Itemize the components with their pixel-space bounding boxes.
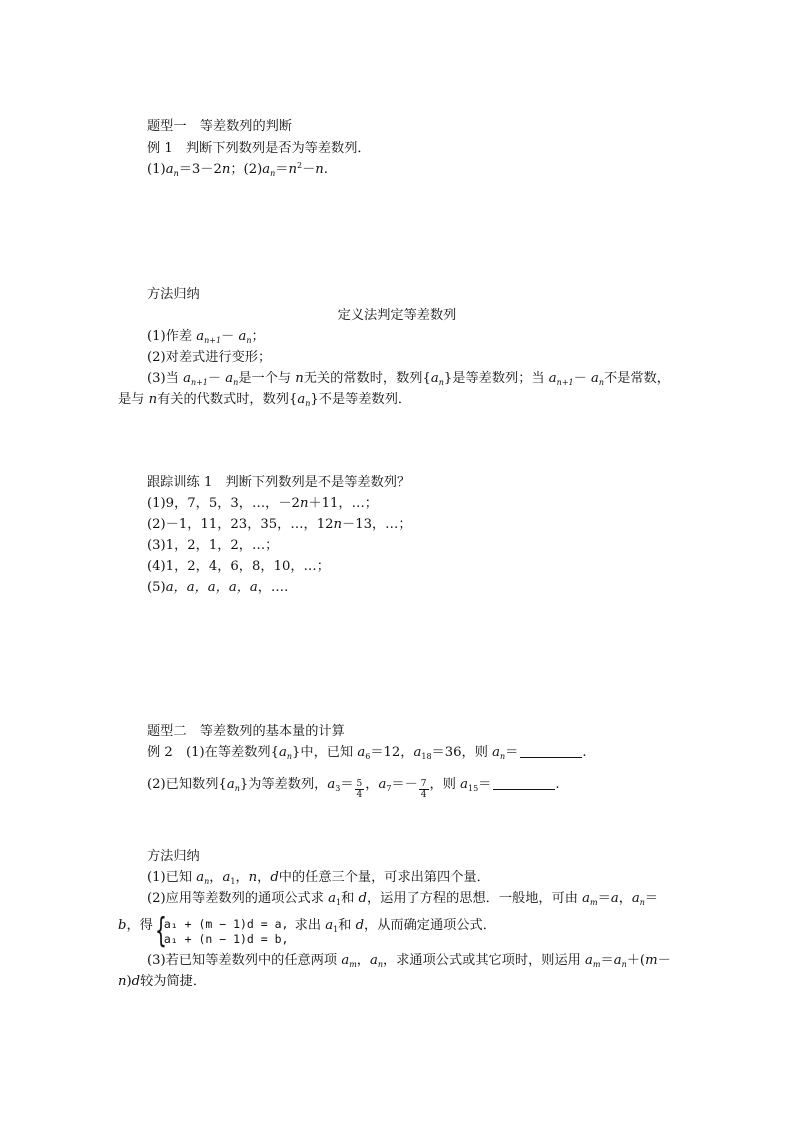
- section1-title: 题型一 等差数列的判断: [147, 119, 293, 134]
- fraction-5-4: $\frac{5}{4}$: [356, 779, 363, 800]
- practice1-item1: (1)9，7，5，3，…，－2n＋11，…；: [147, 496, 378, 511]
- method1-step2: (2)对差式进行变形；: [147, 350, 272, 365]
- example1-prompt: 例 1 判断下列数列是否为等差数列．: [147, 141, 371, 156]
- example2-part1: 例 2 (1)在等差数列$\{a_n\}$中，已知 $a_6=12$，$a_{18}=36$，则 $a_n=$ .: [147, 745, 587, 761]
- fraction-7-4: $\frac{7}{4}$: [420, 779, 427, 800]
- method1-subheading: 定义法判定等差数列: [337, 308, 457, 323]
- answer-blank-2[interactable]: [493, 777, 555, 790]
- method2-heading: 方法归纳: [147, 849, 200, 864]
- practice1-item3: (3)1，2，1，2，…；: [147, 538, 279, 553]
- practice1-item2: (2)－1，11，23，35，…，12n－13，…；: [147, 517, 412, 532]
- method1-heading: 方法归纳: [147, 287, 200, 302]
- method2-step3-line2: n)d较为简捷．: [118, 974, 207, 989]
- example2-part2: (2)已知数列$\{a_n\}$为等差数列，$a_3=$ $\frac{5}{4}$ ，$a_7=-$ $\frac{7}{4}$ ，则 $a_{15}=$ .: [147, 777, 560, 800]
- practice1-item4: (4)1，2，4，6，8，10，…；: [147, 559, 330, 574]
- method1-step3-line2: 是与 n有关的代数式时，数列$\{a_n\}$不是等差数列．: [118, 392, 412, 408]
- method2-step1: (1)已知 $a_n$，$a_1$，n，d中的任意三个量，可求出第四个量．: [147, 870, 490, 886]
- example1-parts: $(1)a_n=3-2n$；$(2)a_n=n^2-n$.: [147, 161, 328, 178]
- section2-title: 题型二 等差数列的基本量的计算: [147, 724, 345, 739]
- practice1-item5: (5)a，a，a，a，a，….: [147, 580, 289, 595]
- answer-blank-1[interactable]: [520, 745, 582, 758]
- practice1-title: 跟踪训练 1 判断下列数列是不是等差数列？: [147, 475, 411, 490]
- method2-step2: (2)应用等差数列的通项公式求 $a_1$和 d，运用了方程的思想．一般地，可由 $a_m=a$，$a_n=$: [147, 891, 659, 907]
- method2-step2-system: b，得 { a₁ + (m − 1)d = a, a₁ + (n − 1)d = b, 求出 $a_1$和 d，从而确定通项公式．: [118, 911, 496, 951]
- left-brace-icon: {: [154, 911, 167, 951]
- method1-step1: (1)作差 $a_{n+1}- a_n$；: [147, 329, 265, 345]
- method1-step3-line1: (3)当 $a_{n+1}- a_n$是一个与 n无关的常数时，数列$\{a_n\}$是等差数列；当 $a_{n+1}- a_n$不是常数，: [147, 371, 670, 387]
- method2-step3-line1: (3)若已知等差数列中的任意两项 $a_m$，$a_n$，求通项公式或其它项时，则运用 $a_m=a_n+(m-$: [147, 953, 671, 969]
- equation-system: { a₁ + (m − 1)d = a, a₁ + (n − 1)d = b,: [154, 911, 289, 951]
